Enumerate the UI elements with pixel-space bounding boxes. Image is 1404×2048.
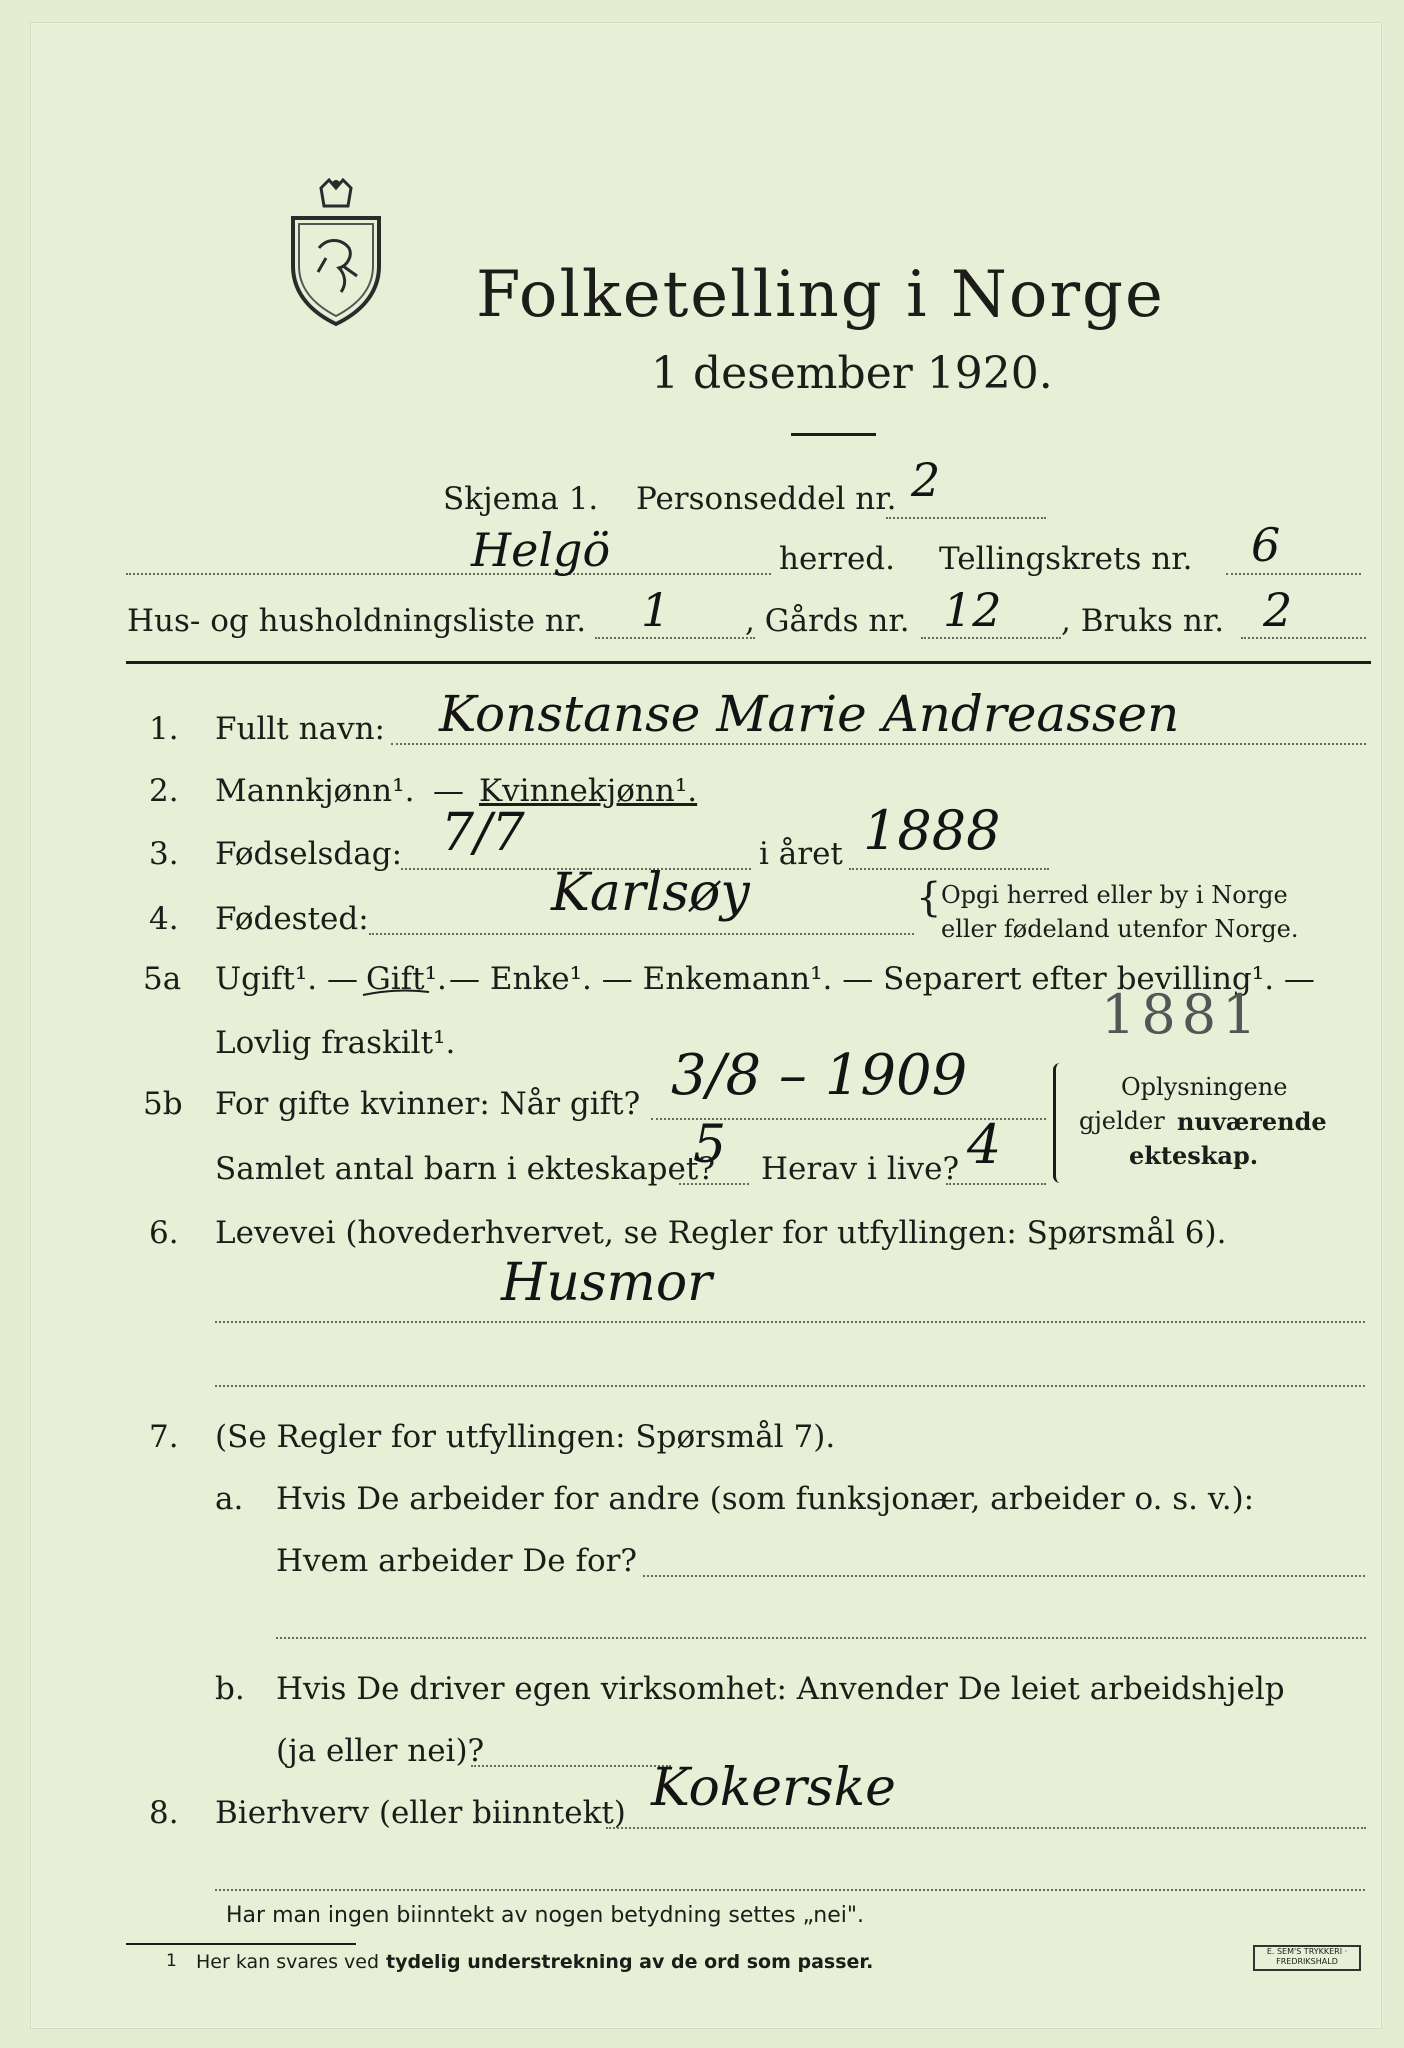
q4-note-line2: eller fødeland utenfor Norge. <box>941 915 1299 943</box>
q7a-question: Hvem arbeider De for? <box>276 1543 638 1579</box>
q5a-annotation: 1881 <box>1101 983 1263 1046</box>
herred-value: Helgö <box>471 523 611 577</box>
footnote-number: 1 <box>166 1951 177 1971</box>
coat-of-arms-icon <box>281 178 391 328</box>
q5b-children-label: Samlet antal barn i ekteskapet? <box>215 1151 715 1187</box>
tellingskrets-line <box>1226 573 1361 575</box>
birthday-value: 7/7 <box>441 803 525 863</box>
personseddel-label: Personseddel nr. <box>636 481 897 517</box>
herred-label: herred. <box>779 541 895 577</box>
q5a-unmarried: Ugift¹. — <box>215 961 358 997</box>
q4-note-line1: Opgi herred eller by i Norge <box>941 881 1288 909</box>
footer-note: Har man ingen biinntekt av nogen betydning settes „nei". <box>226 1903 864 1928</box>
q3-year-label: i året <box>759 836 843 872</box>
q5b-note-line3: ekteskap. <box>1129 1141 1259 1170</box>
q7-label: (Se Regler for utfyllingen: Spørsmål 7). <box>215 1419 836 1455</box>
bruks-line <box>1241 637 1366 639</box>
side-income-value: Kokerske <box>651 1758 896 1818</box>
occupation-value: Husmor <box>501 1253 712 1313</box>
full-name-value: Konstanse Marie Andreassen <box>439 685 1180 743</box>
gards-line <box>921 637 1061 639</box>
q3-label: Fødselsdag: <box>215 836 403 872</box>
title-divider <box>791 433 876 436</box>
q7a-text: Hvis De arbeider for andre (som funksjonær, arbeider o. s. v.): <box>276 1481 1255 1517</box>
q5b-alive-label: Herav i live? <box>761 1151 960 1187</box>
q5b-children-line <box>679 1183 749 1185</box>
q4-label: Fødested: <box>215 901 369 937</box>
header-divider <box>126 661 1371 664</box>
q4-brace: { <box>916 875 942 921</box>
birthplace-value: Karlsøy <box>551 863 750 923</box>
q5b-note-line1: Oplysningene <box>1121 1073 1288 1101</box>
marriage-date-value: 3/8 – 1909 <box>671 1043 968 1108</box>
gards-label: , Gårds nr. <box>745 603 910 639</box>
q7a-letter: a. <box>215 1481 244 1517</box>
children-count-value: 5 <box>693 1115 727 1175</box>
personseddel-line <box>886 517 1046 519</box>
q5a-number: 5a <box>143 961 182 997</box>
q4-line <box>369 933 914 935</box>
q2-male: Mannkjønn¹. <box>215 773 415 809</box>
q5b-number: 5b <box>143 1086 183 1122</box>
census-form-page <box>30 22 1382 2029</box>
q1-number: 1. <box>149 711 179 747</box>
q8-line1 <box>606 1827 1366 1829</box>
footnote-divider <box>126 1943 356 1945</box>
q5b-bracket <box>1053 1063 1060 1183</box>
printer-stamp: E. SEM'S TRYKKERI · FREDRIKSHALD <box>1253 1945 1361 1971</box>
q6-line2 <box>215 1385 1365 1387</box>
hushold-line <box>595 637 755 639</box>
q3-number: 3. <box>149 836 179 872</box>
personseddel-value: 2 <box>911 453 941 507</box>
q7a-line1 <box>643 1575 1365 1577</box>
q7b-text: Hvis De driver egen virksomhet: Anvender De leiet arbeidshjelp <box>276 1671 1285 1707</box>
hushold-label: Hus- og husholdningsliste nr. <box>127 603 587 639</box>
q5a-married: Gift¹. <box>366 961 447 997</box>
schema-label: Skjema 1. <box>443 481 599 517</box>
q5b-label: For gifte kvinner: Når gift? <box>215 1086 641 1122</box>
q6-label: Levevei (hovederhvervet, se Regler for utfyllingen: Spørsmål 6). <box>215 1215 1227 1251</box>
q8-line2 <box>215 1889 1365 1891</box>
q5a-married-underline <box>361 988 431 998</box>
q3-year-line <box>849 868 1049 870</box>
q5a-divorced: Lovlig fraskilt¹. <box>215 1025 456 1061</box>
footnote-text-b: tydelig understrekning av de ord som passer. <box>386 1951 874 1973</box>
form-title: Folketelling i Norge <box>476 258 1165 332</box>
q7b-question: (ja eller nei)? <box>276 1733 485 1769</box>
q5b-alive-line <box>946 1183 1046 1185</box>
q7a-line2 <box>276 1637 1366 1639</box>
q8-number: 8. <box>149 1795 179 1831</box>
q2-number: 2. <box>149 773 179 809</box>
herred-line <box>126 573 771 575</box>
q7-number: 7. <box>149 1419 179 1455</box>
q5b-note-line2a: gjelder <box>1079 1107 1165 1135</box>
q6-line1 <box>215 1321 1365 1323</box>
q2-female: Kvinnekjønn¹. <box>479 773 698 809</box>
q7b-letter: b. <box>215 1671 245 1707</box>
q5b-note-line2b: nuværende <box>1177 1107 1327 1136</box>
hushold-value: 1 <box>641 583 671 637</box>
birth-year-value: 1888 <box>863 799 1001 862</box>
q5a-other-options: — Enke¹. — Enkemann¹. — Separert efter bevilling¹. — <box>449 961 1315 997</box>
q7b-line <box>471 1765 671 1767</box>
q4-number: 4. <box>149 901 179 937</box>
tellingskrets-value: 6 <box>1251 518 1281 572</box>
bruks-label: , Bruks nr. <box>1061 603 1225 639</box>
q1-label: Fullt navn: <box>215 711 385 747</box>
tellingskrets-label: Tellingskrets nr. <box>939 541 1193 577</box>
q6-number: 6. <box>149 1215 179 1251</box>
gards-value: 12 <box>943 583 1002 637</box>
q2-dash: — <box>433 773 464 809</box>
q1-line <box>391 743 1366 745</box>
footnote-text-a: Her kan svares ved <box>196 1951 380 1973</box>
children-alive-value: 4 <box>967 1113 1002 1176</box>
bruks-value: 2 <box>1263 583 1293 637</box>
q8-label: Bierhverv (eller biinntekt) <box>215 1795 626 1831</box>
census-date: 1 desember 1920. <box>651 348 1053 399</box>
